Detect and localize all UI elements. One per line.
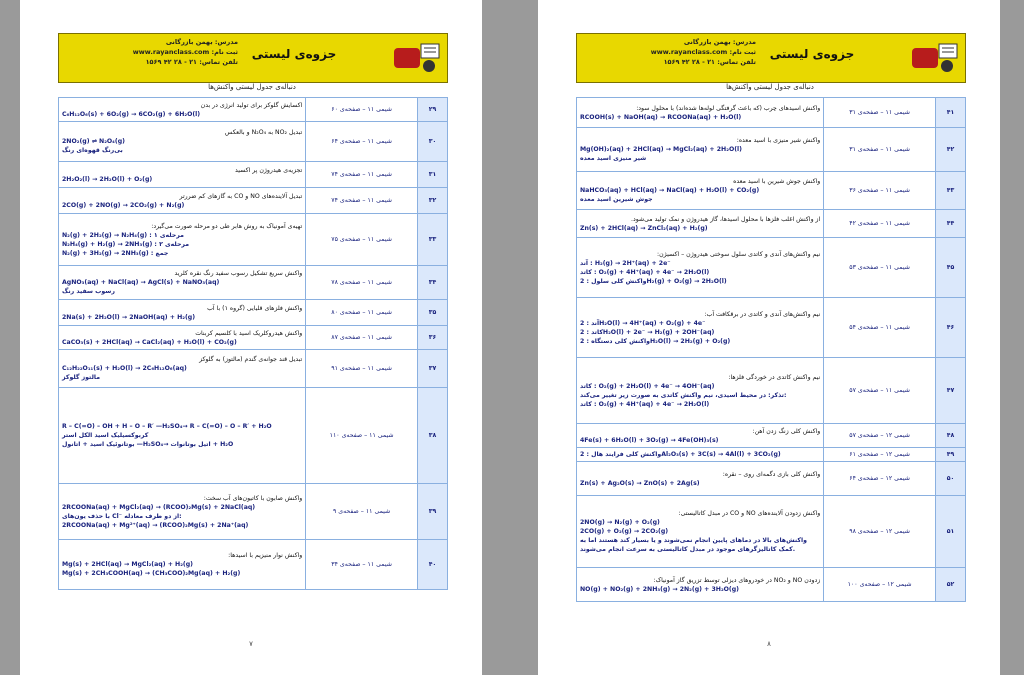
- reaction-description: زدودن NO و NO₂ در خودروهای دیزلی توسط تزریق گاز آمونیاک:: [653, 576, 821, 584]
- table-row: [59, 326, 448, 350]
- reaction-description: واکنش کلی زنگ زدن آهن:: [752, 427, 821, 435]
- logo-icon: [911, 40, 959, 76]
- reference-cell: شیمی ۱۱ – صفحه‌ی ۹۱: [306, 350, 418, 388]
- reaction-description: تبدیل قند جوانه‌ی گندم (مالتوز) به گلوکز: [199, 356, 303, 363]
- reference-cell: شیمی ۱۱ – صفحه‌ی ۷۸: [306, 266, 418, 300]
- table-row: [59, 98, 448, 122]
- reactions-table: [576, 97, 966, 602]
- teacher-info: [63, 37, 238, 67]
- reference-cell: شیمی ۱۱ – صفحه‌ی ۹: [306, 484, 418, 540]
- reaction-cell: [59, 300, 306, 326]
- row-number: ۳۱: [417, 162, 447, 188]
- table-row: [59, 266, 448, 300]
- reference-cell: شیمی ۱۲ – صفحه‌ی ۶۴: [824, 462, 936, 496]
- table-subtitle: دنباله‌ی جدول لیستی واکنش‌ها: [208, 83, 296, 91]
- row-number: ۴۴: [935, 210, 965, 238]
- reaction-equation: Mg(s) + 2CH₃COOH(aq) → (CH₃COO)₂Mg(aq) + H₂(g): [62, 570, 241, 577]
- reaction-description: واکنش جوش شیرین با اسید معده: [733, 178, 821, 185]
- reference-cell: شیمی ۱۱ – صفحه‌ی ۳۱: [824, 128, 936, 172]
- reference-cell: شیمی ۱۱ – صفحه‌ی ۷۴: [306, 188, 418, 214]
- reference-cell: شیمی ۱۲ – صفحه‌ی ۹۸: [824, 496, 936, 568]
- reaction-cell: [59, 540, 306, 590]
- row-number: ۳۴: [417, 266, 447, 300]
- reaction-equation: R – C(=O) – OH + H – O – R′ —H₂SO₄→ R – C(=O) – O – R′ + H₂O: [62, 423, 272, 430]
- table-subtitle: دنباله‌ی جدول لیستی واکنش‌ها: [726, 83, 814, 91]
- teacher-info: [581, 37, 756, 67]
- table-row: [577, 568, 966, 602]
- reaction-equation: کاتد : O₂(g) + 2H₂O(l) + 4e⁻ → 4OH⁻(aq): [580, 382, 715, 390]
- reference-cell: شیمی ۱۱ – صفحه‌ی ۷۵: [306, 214, 418, 266]
- reaction-description: واکنش زدودن آلاینده‌های NO و CO در مبدل کاتالیستی:: [678, 510, 821, 517]
- reference-cell: شیمی ۱۱ – صفحه‌ی ۳۱: [824, 98, 936, 128]
- table-row: [577, 496, 966, 568]
- table-row: [59, 188, 448, 214]
- reaction-equation: جوش شیرین اسید معده: [580, 196, 653, 203]
- reaction-cell: [577, 172, 824, 210]
- page-right: [538, 0, 1000, 675]
- reaction-cell: [577, 98, 824, 128]
- reaction-description: تبدیل NO₂ به N₂O₄ و بالعکس: [224, 129, 303, 136]
- reaction-description: واکنش شیر منیزی با اسید معده:: [736, 137, 821, 144]
- reaction-equation: تذکر: در محیط اسیدی، نیم واکنش کاتدی به صورت زیر تغییر می‌کند:: [580, 391, 787, 399]
- reaction-equation: با حذف یون‌های Cl⁻ از دو طرف معادله:: [62, 512, 182, 520]
- reaction-cell: [59, 388, 306, 484]
- table-row: [59, 162, 448, 188]
- header-banner: [58, 33, 448, 83]
- reference-cell: شیمی ۱۱ – صفحه‌ی ۵۴: [824, 298, 936, 358]
- reaction-cell: [59, 98, 306, 122]
- table-row: [577, 128, 966, 172]
- table-row: [577, 172, 966, 210]
- reaction-equation: 2NO(g) → N₂(g) + O₂(g): [580, 519, 660, 526]
- row-number: ۵۱: [935, 496, 965, 568]
- reaction-description: تجزیه‌ی هیدروژن پر اکسید: [235, 166, 303, 174]
- page-number: ۸: [767, 640, 771, 648]
- reaction-cell: [59, 122, 306, 162]
- site-url: ثبت نام: www.rayanclass.com: [132, 48, 238, 56]
- table-row: [59, 540, 448, 590]
- table-row: [577, 298, 966, 358]
- reaction-equation: N₂(g) + 3H₂(g) → 2NH₃(g) : جمع: [62, 249, 169, 257]
- row-number: ۳۳: [417, 214, 447, 266]
- reaction-description: نیم واکنش‌های آندی و کاتدی سلول سوختی هیدروژن – اکسیژن:: [657, 250, 821, 258]
- reaction-equation: NaHCO₃(aq) + HCl(aq) → NaCl(aq) + H₂O(l) + CO₂(g): [580, 187, 760, 194]
- reaction-equation: واکنش‌های بالا در دماهای پایین انجام نمی‌شوند و یا بسیار کند هستند اما به کمک کاتالیزگرهای موجود در مبدل کاتالیستی به سرعت انجام می‌شوند.: [580, 537, 807, 553]
- reaction-equation: واکنش کلی فرایند هال : 2Al₂O₃(s) + 3C(s) → 4Al(l) + 3CO₂(g): [580, 451, 781, 458]
- reaction-description: واکنش صابون با کاتیون‌های آب سخت:: [203, 494, 303, 502]
- reference-cell: شیمی ۱۱ – صفحه‌ی ۴۲: [824, 210, 936, 238]
- teacher-name: مدرس: بهمن بازرگانی: [683, 38, 756, 46]
- reaction-equation: واکنش کلی سلول : 2H₂(g) + O₂(g) → 2H₂O(l): [580, 277, 727, 285]
- table-row: [577, 462, 966, 496]
- row-number: ۴۳: [935, 172, 965, 210]
- reference-cell: شیمی ۱۱ – صفحه‌ی ۷۴: [306, 162, 418, 188]
- reaction-equation: Zn(s) + Ag₂O(s) → ZnO(s) + 2Ag(s): [580, 479, 700, 487]
- reaction-cell: [577, 128, 824, 172]
- reaction-equation: کاتد : O₂(g) + 4H⁺(aq) + 4e⁻ → 2H₂O(l): [580, 400, 710, 408]
- table-row: [59, 388, 448, 484]
- reference-cell: شیمی ۱۱ – صفحه‌ی ۶۰: [306, 98, 418, 122]
- reaction-equation: NO(g) + NO₂(g) + 2NH₃(g) → 2N₂(g) + 3H₂O(g): [580, 585, 740, 593]
- row-number: ۳۸: [417, 388, 447, 484]
- reaction-cell: [577, 238, 824, 298]
- row-number: ۳۹: [417, 484, 447, 540]
- reaction-equation: Mg(s) + 2HCl(aq) → MgCl₂(aq) + H₂(g): [62, 561, 194, 568]
- reaction-equation: کربوکسیلیک اسید الکل استر: [62, 432, 149, 439]
- reaction-cell: [577, 568, 824, 602]
- page-gutter: [482, 0, 538, 675]
- table-row: [577, 358, 966, 424]
- row-number: ۳۷: [417, 350, 447, 388]
- page-left: [20, 0, 482, 675]
- reaction-description: اکسایش گلوکز برای تولید انرژی در بدن: [200, 101, 303, 109]
- logo-icon: [393, 40, 441, 76]
- reaction-equation: رسوب سفید رنگ: [62, 288, 115, 295]
- row-number: ۴۱: [935, 98, 965, 128]
- reaction-description: نیم واکنش کاتدی در خوردگی فلزها:: [728, 373, 821, 381]
- reaction-description: واکنش اسیدهای چرب (که باعث گرفتگی لوله‌ها شده‌اند) با محلول سود:: [636, 104, 821, 112]
- reaction-equation: بی‌رنگ قهوه‌ای رنگ: [62, 147, 123, 154]
- reference-cell: شیمی ۱۱ – صفحه‌ی ۳۶: [824, 172, 936, 210]
- reaction-equation: 2H₂O₂(l) → 2H₂O(l) + O₂(g): [62, 175, 153, 183]
- reference-cell: شیمی ۱۱ – صفحه‌ی ۳۴: [306, 540, 418, 590]
- row-number: ۳۲: [417, 188, 447, 214]
- page-number: ۷: [249, 640, 253, 648]
- reaction-equation: N₂(g) + 2H₂(g) → N₂H₄(g) : مرحله‌ی ۱: [62, 231, 184, 239]
- reaction-equation: 2RCOONa(aq) + MgCl₂(aq) → (RCOO)₂Mg(s) + 2NaCl(aq): [62, 503, 256, 511]
- reaction-equation: 2CO(g) + O₂(g) → 2CO₂(g): [580, 528, 669, 535]
- table-row: [59, 122, 448, 162]
- row-number: ۳۵: [417, 300, 447, 326]
- reaction-cell: [577, 462, 824, 496]
- reaction-cell: [59, 484, 306, 540]
- reference-cell: شیمی ۱۱ – صفحه‌ی ۶۴: [306, 122, 418, 162]
- reaction-equation: بوتانوئیک اسید + اتانول —H₂SO₄→ اتیل بوتانوات + H₂O: [62, 441, 234, 448]
- table-row: [577, 424, 966, 448]
- table-row: [59, 214, 448, 266]
- reaction-equation: 2NO₂(g) ⇌ N₂O₄(g): [62, 138, 125, 145]
- reaction-cell: [59, 214, 306, 266]
- reaction-equation: C₁₂H₂₂O₁₁(s) + H₂O(l) → 2C₆H₁₂O₆(aq): [62, 365, 187, 372]
- table-row: [577, 210, 966, 238]
- site-url: ثبت نام: www.rayanclass.com: [650, 48, 756, 56]
- phone-number: تلفن تماس: ۲۱ - ۲۸ ۴۲ ۱۵۶۹: [663, 58, 756, 66]
- banner-title: جزوه‌ی لیستی: [769, 47, 855, 61]
- reaction-equation: شیر منیزی اسید معده: [580, 155, 647, 162]
- reaction-equation: C₆H₁₂O₆(s) + 6O₂(g) → 6CO₂(g) + 6H₂O(l): [62, 110, 201, 118]
- reaction-equation: واکنش کلی دستگاه : 2H₂O(l) → 2H₂(g) + O₂(g): [580, 337, 731, 345]
- reaction-cell: [59, 266, 306, 300]
- reaction-cell: [577, 448, 824, 462]
- table-row: [577, 238, 966, 298]
- reaction-cell: [59, 188, 306, 214]
- reference-cell: شیمی ۱۱ – صفحه‌ی ۵۳: [824, 238, 936, 298]
- reaction-description: واکنش سریع تشکیل رسوب سفید رنگ نقره کلرید: [174, 270, 303, 277]
- table-row: [59, 300, 448, 326]
- reference-cell: شیمی ۱۲ – صفحه‌ی ۶۱: [824, 448, 936, 462]
- reaction-equation: کاتد : O₂(g) + 4H⁺(aq) + 4e⁻ → 2H₂O(l): [580, 268, 710, 276]
- row-number: ۴۸: [935, 424, 965, 448]
- row-number: ۴۹: [935, 448, 965, 462]
- row-number: ۴۲: [935, 128, 965, 172]
- reaction-equation: CaCO₃(s) + 2HCl(aq) → CaCl₂(aq) + H₂O(l) + CO₂(g): [62, 338, 237, 346]
- header-banner: [576, 33, 966, 83]
- reactions-table: [58, 97, 448, 590]
- table-row: [59, 484, 448, 540]
- row-number: ۳۰: [417, 122, 447, 162]
- reference-cell: شیمی ۱۱ – صفحه‌ی ۱۱۰: [306, 388, 418, 484]
- row-number: ۵۲: [935, 568, 965, 602]
- reaction-equation: کاتد : 2H₂O(l) + 2e⁻ → H₂(g) + 2OH⁻(aq): [580, 328, 715, 336]
- row-number: ۲۹: [417, 98, 447, 122]
- reaction-cell: [577, 424, 824, 448]
- reaction-equation: آند : H₂(g) → 2H⁺(aq) + 2e⁻: [580, 259, 671, 267]
- row-number: ۴۷: [935, 358, 965, 424]
- row-number: ۴۵: [935, 238, 965, 298]
- reaction-equation: Zn(s) + 2HCl(aq) → ZnCl₂(aq) + H₂(g): [580, 224, 708, 232]
- table-row: [59, 350, 448, 388]
- reference-cell: شیمی ۱۱ – صفحه‌ی ۵۷: [824, 358, 936, 424]
- teacher-name: مدرس: بهمن بازرگانی: [165, 38, 238, 46]
- reaction-equation: N₂H₄(g) + H₂(g) → 2NH₃(g) : مرحله‌ی ۲: [62, 240, 190, 248]
- reaction-equation: 2RCOONa(aq) + Mg²⁺(aq) → (RCOO)₂Mg(s) + 2Na⁺(aq): [62, 521, 249, 529]
- row-number: ۴۰: [417, 540, 447, 590]
- reference-cell: شیمی ۱۲ – صفحه‌ی ۱۰۰: [824, 568, 936, 602]
- reaction-description: واکنش کلی بازی دگمه‌ای روی – نقره:: [722, 470, 821, 478]
- reaction-equation: 2Na(s) + 2H₂O(l) → 2NaOH(aq) + H₂(g): [62, 313, 196, 321]
- reference-cell: شیمی ۱۱ – صفحه‌ی ۸۷: [306, 326, 418, 350]
- reaction-description: واکنش فلزهای قلیایی (گروه ۱) با آب: [207, 304, 303, 312]
- reaction-equation: RCOOH(s) + NaOH(aq) → RCOONa(aq) + H₂O(l): [580, 113, 742, 121]
- reaction-cell: [59, 350, 306, 388]
- reaction-cell: [577, 210, 824, 238]
- reference-cell: شیمی ۱۱ – صفحه‌ی ۸۰: [306, 300, 418, 326]
- reaction-description: از واکنش اغلب فلزها با محلول اسیدها، گاز هیدروژن و نمک تولید می‌شود.: [631, 215, 821, 223]
- reaction-equation: آند : 2H₂O(l) → 4H⁺(aq) + O₂(g) + 4e⁻: [580, 319, 706, 327]
- reaction-description: نیم واکنش‌های آندی و کاتدی در برقکافت آب:: [704, 310, 821, 318]
- table-row: [577, 448, 966, 462]
- reaction-cell: [59, 326, 306, 350]
- reaction-cell: [577, 358, 824, 424]
- reaction-equation: مالتوز گلوکز: [62, 374, 101, 381]
- reaction-equation: 2CO(g) + 2NO(g) → 2CO₂(g) + N₂(g): [62, 201, 185, 209]
- reaction-equation: Mg(OH)₂(aq) + 2HCl(aq) → MgCl₂(aq) + 2H₂O(l): [580, 146, 742, 153]
- reaction-equation: AgNO₃(aq) + NaCl(aq) → AgCl(s) + NaNO₃(aq): [62, 279, 220, 286]
- reaction-cell: [59, 162, 306, 188]
- reference-cell: شیمی ۱۲ – صفحه‌ی ۵۷: [824, 424, 936, 448]
- reaction-description: واکنش نوار منیزیم با اسیدها:: [228, 552, 303, 559]
- row-number: ۳۶: [417, 326, 447, 350]
- reaction-equation: 4Fe(s) + 6H₂O(l) + 3O₂(g) → 4Fe(OH)₃(s): [580, 436, 719, 444]
- row-number: ۵۰: [935, 462, 965, 496]
- reaction-description: واکنش هیدروکلریک اسید با کلسیم کربنات: [195, 329, 303, 337]
- row-number: ۴۶: [935, 298, 965, 358]
- reaction-description: تبدیل آلاینده‌های NO و CO به گازهای کم ضررتر: [179, 192, 303, 200]
- reaction-cell: [577, 298, 824, 358]
- table-row: [577, 98, 966, 128]
- phone-number: تلفن تماس: ۲۱ - ۲۸ ۴۲ ۱۵۶۹: [145, 58, 238, 66]
- reaction-description: تهیه‌ی آمونیاک به روش هابر طی دو مرحله صورت می‌گیرد:: [151, 222, 303, 230]
- reaction-cell: [577, 496, 824, 568]
- banner-title: جزوه‌ی لیستی: [251, 47, 337, 61]
